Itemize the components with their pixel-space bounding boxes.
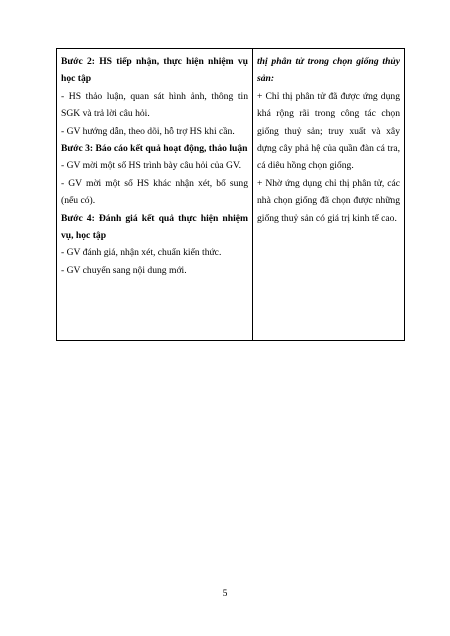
step4-line1: - GV đánh giá, nhận xét, chuẩn kiến thức. [61, 247, 222, 259]
page-number: 5 [222, 588, 228, 599]
step3-line1: - GV mời một số HS trình bày câu hỏi của GV. [61, 160, 242, 172]
step4-title: Bước 4: Đánh giá kết quả thực hiện nhiệm vụ, học tập [61, 212, 248, 242]
step4-line2: - GV chuyển sang nội dung mới. [61, 264, 187, 276]
right-point2: + Nhờ ứng dụng chỉ thị phân tử, các nhà chọn giống đã chọn được những giống thuỷ sản có giá trị kinh tế cao. [257, 177, 400, 224]
right-point1: + Chỉ thị phân tử đã được ứng dụng khá rộng rãi trong công tác chọn giống thuỷ sản; truy xuất và xây dựng cây phả hệ của quần đàn cá tra, cá diêu hồng chọn giống. [257, 90, 400, 172]
right-heading: thị phân tử trong chọn giống thủy sản: [257, 56, 400, 85]
step2-title: Bước 2: HS tiếp nhận, thực hiện nhiệm vụ học tập [61, 56, 248, 85]
lesson-table [56, 48, 405, 341]
step2-line2: - GV hướng dẫn, theo dõi, hỗ trợ HS khi cần. [61, 125, 235, 137]
step3-line2: - GV mời một số HS khác nhận xét, bổ sung (nếu có). [61, 177, 248, 207]
expected-result-cell [253, 49, 405, 341]
table-row [57, 49, 405, 341]
teacher-activity-cell [57, 49, 253, 341]
step3-title: Bước 3: Báo cáo kết quả hoạt động, thảo luận [61, 143, 248, 155]
step2-line1: - HS thảo luận, quan sát hình ảnh, thông tin SGK và trả lời câu hỏi. [61, 90, 248, 120]
